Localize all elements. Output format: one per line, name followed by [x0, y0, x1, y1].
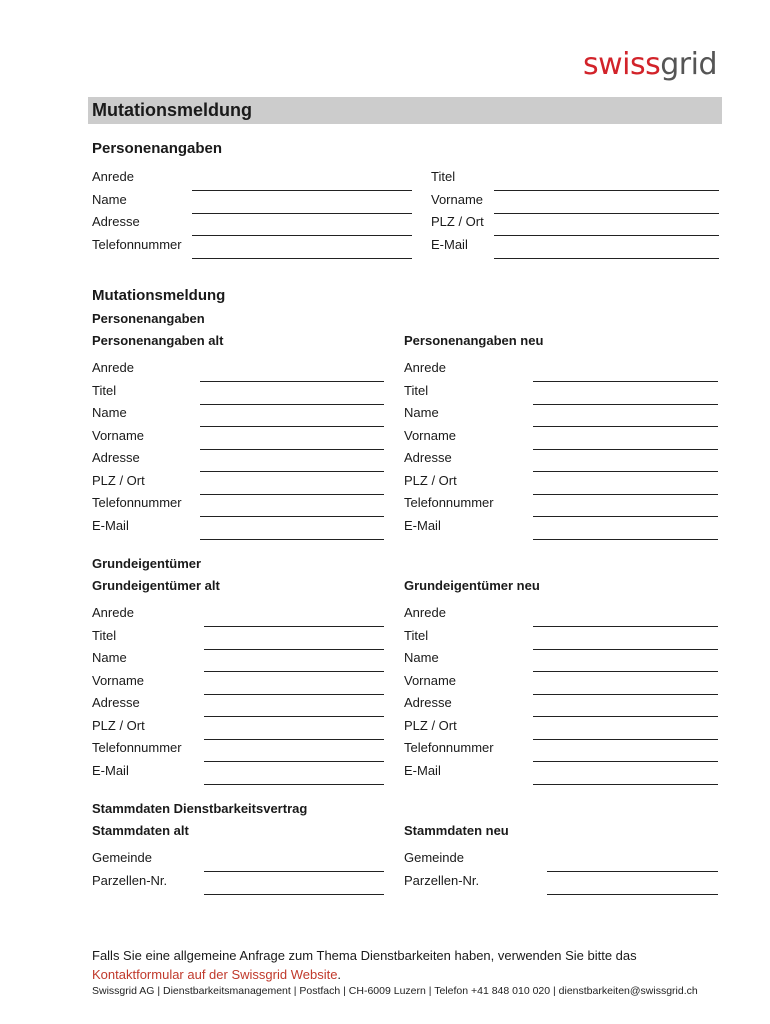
- persons-alt-2-label: Name: [92, 405, 127, 420]
- owners-neu-5-label: PLZ / Ort: [404, 717, 457, 733]
- personen-right-1-row: [431, 192, 719, 214]
- persons-neu-6-row: [404, 495, 718, 517]
- personen-left-3-label: Telefonnummer: [92, 236, 182, 252]
- footer-address: Swissgrid AG | Dienstbarkeitsmanagement | Postfach | CH-6009 Luzern | Telefon +41 848 010 020 | dienstbarkeiten@swissgrid.ch: [92, 985, 698, 997]
- personen-left-2-label: Adresse: [92, 214, 140, 229]
- owners-alt-7-label: E-Mail: [92, 762, 129, 778]
- owners-neu-3-label: Vorname: [404, 672, 457, 688]
- owners-alt-6-row: [92, 740, 384, 762]
- owners-neu-4-label: Adresse: [404, 695, 452, 710]
- swissgrid-logo: swissgrid: [582, 47, 717, 82]
- owners-alt-7-input-line[interactable]: [204, 784, 384, 785]
- personen-right-0-label: Titel: [431, 169, 456, 184]
- owners-neu-7-row: [404, 763, 718, 785]
- mutation-persons-heading: Personenangaben: [92, 311, 205, 326]
- persons-neu-heading: Personenangaben neu: [404, 333, 544, 348]
- owners-neu-2-row: [404, 650, 718, 672]
- personen-left-0-label: Anrede: [92, 169, 134, 184]
- persons-neu-6-label: Telefonnummer: [404, 495, 494, 510]
- owners-alt-heading: Grundeigentümer alt: [92, 578, 220, 593]
- owners-neu-5-row: [404, 718, 718, 740]
- master-neu-0-label: Gemeinde: [404, 850, 464, 865]
- master-neu-1-input-line[interactable]: [547, 894, 718, 895]
- persons-alt-7-row: [92, 518, 384, 540]
- persons-alt-0-label: Anrede: [92, 360, 134, 375]
- owners-neu-0-label: Anrede: [404, 605, 446, 620]
- section-mutationsmeldung-heading: Mutationsmeldung: [92, 287, 226, 304]
- persons-alt-5-row: [92, 473, 384, 495]
- master-alt-1-row: [92, 873, 384, 895]
- owners-alt-1-label: Titel: [92, 627, 117, 643]
- persons-alt-6-label: Telefonnummer: [92, 495, 182, 510]
- persons-alt-7-input-line[interactable]: [200, 539, 384, 540]
- footer-note-text: Falls Sie eine allgemeine Anfrage zum Thema Dienstbarkeiten haben, verwenden Sie bitte das: [92, 948, 637, 963]
- master-neu-1-row: [404, 873, 718, 895]
- personen-right-3-row: [431, 237, 719, 259]
- persons-neu-0-row: [404, 360, 718, 382]
- persons-neu-3-row: [404, 428, 718, 450]
- mutation-master-heading: Stammdaten Dienstbarkeitsvertrag: [92, 801, 308, 816]
- owners-alt-2-label: Name: [92, 650, 127, 665]
- owners-alt-5-label: PLZ / Ort: [92, 717, 145, 733]
- owners-neu-7-label: E-Mail: [404, 762, 441, 778]
- owners-alt-3-label: Vorname: [92, 672, 145, 688]
- owners-alt-1-row: [92, 628, 384, 650]
- master-alt-heading: Stammdaten alt: [92, 823, 189, 838]
- persons-alt-2-row: [92, 405, 384, 427]
- master-alt-0-label: Gemeinde: [92, 850, 152, 865]
- owners-alt-7-row: [92, 763, 384, 785]
- persons-neu-2-label: Name: [404, 405, 439, 420]
- owners-alt-0-label: Anrede: [92, 605, 134, 620]
- master-alt-1-input-line[interactable]: [204, 894, 384, 895]
- persons-neu-1-row: [404, 383, 718, 405]
- owners-neu-2-label: Name: [404, 650, 439, 665]
- personen-right-3-input-line[interactable]: [494, 258, 719, 259]
- owners-neu-7-input-line[interactable]: [533, 784, 718, 785]
- personen-right-2-row: [431, 214, 719, 236]
- persons-neu-7-input-line[interactable]: [533, 539, 718, 540]
- personen-right-1-label: Vorname: [431, 191, 484, 207]
- persons-neu-5-row: [404, 473, 718, 495]
- owners-neu-3-row: [404, 673, 718, 695]
- persons-neu-7-label: E-Mail: [404, 517, 441, 533]
- persons-alt-1-label: Titel: [92, 382, 117, 398]
- mutation-owners-heading: Grundeigentümer: [92, 556, 202, 571]
- persons-alt-4-label: Adresse: [92, 450, 140, 465]
- owners-neu-6-row: [404, 740, 718, 762]
- owners-alt-2-row: [92, 650, 384, 672]
- master-alt-1-label: Parzellen-Nr.: [92, 872, 168, 888]
- persons-neu-4-row: [404, 450, 718, 472]
- personen-right-2-label: PLZ / Ort: [431, 214, 484, 229]
- personen-left-1-label: Name: [92, 191, 127, 207]
- owners-neu-heading: Grundeigentümer neu: [404, 578, 540, 593]
- persons-alt-heading: Personenangaben alt: [92, 333, 224, 348]
- persons-neu-7-row: [404, 518, 718, 540]
- master-neu-heading: Stammdaten neu: [404, 823, 509, 838]
- owners-neu-1-label: Titel: [404, 627, 429, 643]
- owners-alt-0-row: [92, 605, 384, 627]
- personen-left-3-row: [92, 237, 412, 259]
- personen-left-3-input-line[interactable]: [192, 258, 412, 259]
- persons-alt-3-label: Vorname: [92, 427, 145, 443]
- persons-neu-3-label: Vorname: [404, 427, 457, 443]
- persons-alt-5-label: PLZ / Ort: [92, 472, 145, 488]
- personen-left-1-row: [92, 192, 412, 214]
- persons-neu-5-label: PLZ / Ort: [404, 472, 457, 488]
- owners-alt-4-row: [92, 695, 384, 717]
- owners-neu-6-label: Telefonnummer: [404, 740, 494, 755]
- owners-neu-4-row: [404, 695, 718, 717]
- persons-neu-4-label: Adresse: [404, 450, 452, 465]
- persons-alt-3-row: [92, 428, 384, 450]
- footer-note-period: .: [337, 967, 342, 982]
- owners-alt-5-row: [92, 718, 384, 740]
- footer-note: [92, 946, 637, 984]
- personen-left-2-row: [92, 214, 412, 236]
- persons-neu-2-row: [404, 405, 718, 427]
- persons-neu-0-label: Anrede: [404, 360, 446, 375]
- persons-alt-6-row: [92, 495, 384, 517]
- personen-right-0-row: [431, 169, 719, 191]
- master-neu-0-row: [404, 850, 718, 872]
- form-title: Mutationsmeldung: [88, 97, 722, 124]
- owners-alt-3-row: [92, 673, 384, 695]
- master-alt-0-row: [92, 850, 384, 872]
- owners-alt-6-label: Telefonnummer: [92, 740, 182, 755]
- persons-alt-7-label: E-Mail: [92, 517, 129, 533]
- personen-left-0-row: [92, 169, 412, 191]
- owners-alt-4-label: Adresse: [92, 695, 140, 710]
- section-personenangaben-heading: Personenangaben: [92, 140, 223, 157]
- owners-neu-1-row: [404, 628, 718, 650]
- persons-alt-0-row: [92, 360, 384, 382]
- owners-neu-0-row: [404, 605, 718, 627]
- persons-alt-4-row: [92, 450, 384, 472]
- master-neu-1-label: Parzellen-Nr.: [404, 872, 480, 888]
- contact-form-link[interactable]: Kontaktformular auf der Swissgrid Website: [92, 967, 338, 982]
- persons-alt-1-row: [92, 383, 384, 405]
- persons-neu-1-label: Titel: [404, 382, 429, 398]
- personen-right-3-label: E-Mail: [431, 236, 468, 252]
